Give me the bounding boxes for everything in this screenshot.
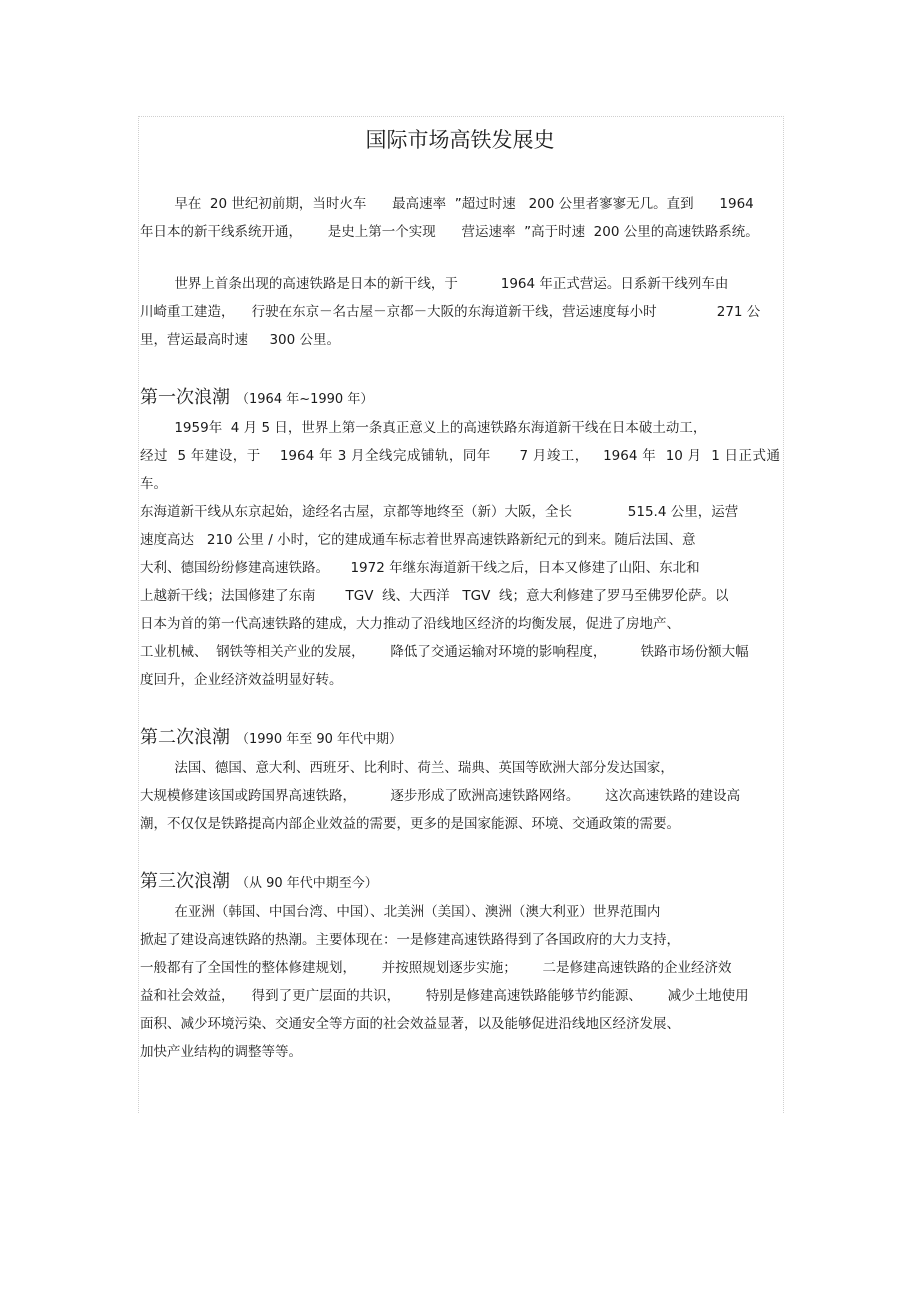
section-subheading-3: （从 90 年代中期至今） (236, 876, 378, 891)
page-title: 国际市场高铁发展史 (365, 128, 555, 152)
section-heading-3 (140, 868, 780, 898)
section-heading-2 (140, 724, 780, 754)
section-heading-1 (140, 384, 780, 414)
section-heading-1-text: 第一次浪潮 (140, 387, 230, 408)
section-body-1: 1959年 4 月 5 日，世界上第一条真正意义上的高速铁路东海道新干线在日本破土动工， 经过 5 年建设，于 1964 年 3 月全线完成铺轨，同年 7 月竣工， 1964 年 10 月 1 日正式通车。 东海道新干线从东京起始，途经名古屋，京都等地终至（新）大阪，全长 515.4 公里，运营 速度高达 210 公里 / 小时，它的建成通车标志着世界高速铁路新纪元的到来。随后法国、意 大利、德国纷纷修建高速铁路。 1972 年继东海道新干线之后，日本又修建了山阳、东北和 上越新干线；法国修建了东南 TGV 线、大西洋 TGV 线；意大利修建了罗马至佛罗伦萨。以 日本为首的第一代高速铁路的建成，大力推动了沿线地区经济的均衡发展，促进了房地产、 工业机械、 钢铁等相关产业的发展， 降低了交通运输对环境的影响程度， 铁路市场份额大幅 度回升，企业经济效益明显好转。 (140, 420, 780, 688)
section-subheading-1: （1964 年~1990 年） (236, 392, 374, 407)
intro-paragraph-2: 世界上首条出现的高速铁路是日本的新干线，于 1964 年正式营运。日系新干线列车由 川崎重工建造， 行驶在东京－名古屋－京都－大阪的东海道新干线，营运速度每小时 271 公 里，营运最高时速 300 公里。 (140, 276, 761, 348)
section-heading-3-text: 第三次浪潮 (140, 871, 230, 892)
intro-paragraph-1: 早在 20 世纪初前期，当时火车 最高速率 ”超过时速 200 公里者寥寥无几。直到 1964 年日本的新干线系统开通， 是史上第一个实现 营运速率 ”高于时速 200 公里的高速铁路系统。 (140, 196, 759, 240)
section-heading-2-text: 第二次浪潮 (140, 727, 230, 748)
section-body-3: 在亚洲（韩国、中国台湾、中国）、北美洲（美国）、澳洲（澳大利亚）世界范围内 掀起了建设高速铁路的热潮。主要体现在：一是修建高速铁路得到了各国政府的大力支持， 一般都有了全国性的整体修建规划， 并按照规划逐步实施； 二是修建高速铁路的企业经济效 益和社会效益， 得到了更广层面的共识， 特别是修建高速铁路能够节约能源、 减少土地使用 面积、减少环境污染、交通安全等方面的社会效益显著，以及能够促进沿线地区经济发展、 加快产业结构的调整等等。 (140, 904, 749, 1060)
section-body-2: 法国、德国、意大利、西班牙、比利时、荷兰、瑞典、英国等欧洲大部分发达国家， 大规模修建该国或跨国界高速铁路， 逐步形成了欧洲高速铁路网络。 这次高速铁路的建设高 潮，不仅仅是铁路提高内部企业效益的需要，更多的是国家能源、环境、交通政策的需要。 (140, 760, 741, 832)
document-body (140, 118, 780, 1066)
section-subheading-2: （1990 年至 90 年代中期） (236, 732, 403, 747)
